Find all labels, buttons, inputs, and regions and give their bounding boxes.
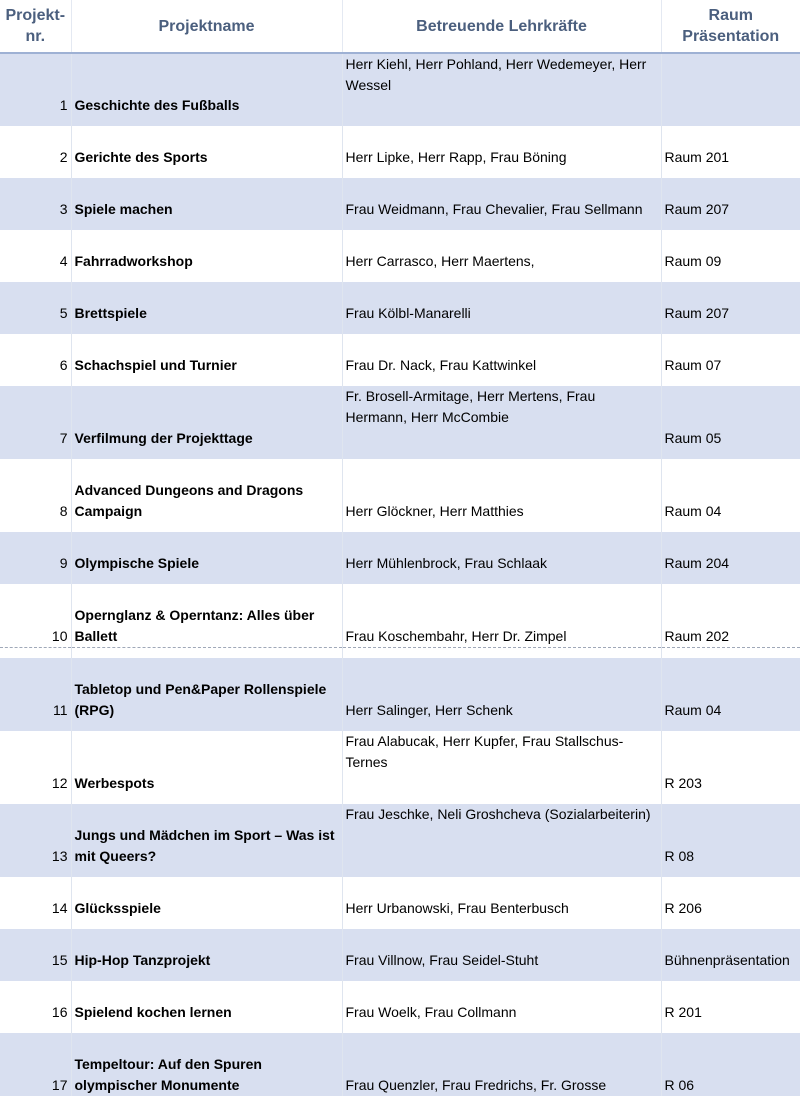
row-spacer <box>0 574 800 584</box>
spacer-cell <box>0 1023 71 1033</box>
spacer-cell <box>342 1023 661 1033</box>
project-nr: 15 <box>0 929 71 971</box>
project-name: Glücksspiele <box>71 877 342 919</box>
table-row <box>0 877 800 919</box>
project-room: Raum 204 <box>661 532 800 574</box>
project-teachers: Herr Glöckner, Herr Matthies <box>342 459 661 522</box>
project-teachers: Frau Jeschke, Neli Groshcheva (Sozialarbeiterin) <box>342 804 661 867</box>
row-spacer <box>0 449 800 459</box>
project-name: Schachspiel und Turnier <box>71 334 342 376</box>
project-teachers: Herr Salinger, Herr Schenk <box>342 658 661 721</box>
header-teachers: Betreuende Lehrkräfte <box>342 0 661 53</box>
project-teachers: Herr Urbanowski, Frau Benterbusch <box>342 877 661 919</box>
project-name: Jungs und Mädchen im Sport – Was ist mit Queers? <box>71 804 342 867</box>
project-teachers: Frau Weidmann, Frau Chevalier, Frau Sellmann <box>342 178 661 220</box>
project-room: R 203 <box>661 731 800 794</box>
table-row <box>0 386 800 449</box>
spacer-cell <box>0 794 71 804</box>
table-row <box>0 126 800 168</box>
spacer-cell <box>342 324 661 334</box>
project-name: Verfilmung der Projekttage <box>71 386 342 449</box>
table-row <box>0 532 800 574</box>
project-room: Raum 09 <box>661 230 800 272</box>
spacer-cell <box>71 116 342 126</box>
project-nr: 5 <box>0 282 71 324</box>
project-nr: 9 <box>0 532 71 574</box>
spacer-cell <box>71 647 342 658</box>
spacer-cell <box>661 919 800 929</box>
project-name: Olympische Spiele <box>71 532 342 574</box>
spacer-cell <box>661 220 800 230</box>
spacer-cell <box>0 721 71 731</box>
project-nr: 4 <box>59 253 68 269</box>
spacer-cell <box>0 522 71 532</box>
project-nr: 14 <box>51 899 68 916</box>
spacer-cell <box>342 376 661 386</box>
project-teachers: Herr Lipke, Herr Rapp, Frau Böning <box>342 126 661 168</box>
project-room: Raum 04 <box>661 658 800 721</box>
spacer-cell <box>342 574 661 584</box>
spacer-cell <box>342 721 661 731</box>
spacer-cell <box>71 867 342 877</box>
spacer-cell <box>0 376 71 386</box>
table-row <box>0 804 800 867</box>
spacer-cell <box>661 324 800 334</box>
project-nr: 12 <box>51 774 68 791</box>
project-teachers: Frau Woelk, Frau Collmann <box>342 981 661 1023</box>
spacer-cell <box>0 867 71 877</box>
spacer-cell <box>71 522 342 532</box>
spacer-cell <box>342 971 661 981</box>
spacer-cell <box>661 376 800 386</box>
table-row <box>0 1033 800 1096</box>
project-teachers: Fr. Brosell-Armitage, Herr Mertens, Frau Hermann, Herr McCombie <box>342 386 661 449</box>
row-spacer <box>0 324 800 334</box>
table-row <box>0 334 800 376</box>
spacer-cell <box>661 449 800 459</box>
spacer-cell <box>342 168 661 178</box>
table-row <box>0 230 800 272</box>
spacer-cell <box>71 971 342 981</box>
project-nr: 2 <box>59 149 68 165</box>
project-name: Tempeltour: Auf den Spuren olympischer Monumente <box>71 1033 342 1096</box>
row-spacer <box>0 867 800 877</box>
project-teachers: Frau Alabucak, Herr Kupfer, Frau Stallschus-Ternes <box>342 731 661 794</box>
project-teachers: Frau Kölbl-Manarelli <box>342 282 661 324</box>
project-teachers: Frau Quenzler, Frau Fredrichs, Fr. Grosse <box>342 1033 661 1096</box>
spacer-cell <box>661 721 800 731</box>
project-name: Brettspiele <box>71 282 342 324</box>
spacer-cell <box>342 919 661 929</box>
project-room: Raum 05 <box>661 386 800 449</box>
spacer-cell <box>661 971 800 981</box>
spacer-cell <box>661 272 800 282</box>
spacer-cell <box>342 647 661 658</box>
project-room: R 206 <box>661 877 800 919</box>
project-name: Hip-Hop Tanzprojekt <box>71 929 342 971</box>
row-spacer <box>0 721 800 731</box>
project-teachers: Herr Mühlenbrock, Frau Schlaak <box>342 532 661 574</box>
project-room: Raum 07 <box>661 334 800 376</box>
project-room: Raum 207 <box>661 178 800 220</box>
spacer-cell <box>342 220 661 230</box>
project-teachers: Frau Villnow, Frau Seidel-Stuht <box>342 929 661 971</box>
spacer-cell <box>661 867 800 877</box>
spacer-cell <box>71 272 342 282</box>
spacer-cell <box>0 919 71 929</box>
spacer-cell <box>661 794 800 804</box>
spacer-cell <box>71 574 342 584</box>
table-row <box>0 282 800 324</box>
table-row <box>0 981 800 1023</box>
project-nr: 17 <box>0 1033 71 1096</box>
project-room: Raum 201 <box>661 126 800 168</box>
project-name: Werbespots <box>71 731 342 794</box>
project-teachers: Herr Carrasco, Herr Maertens, <box>342 230 661 272</box>
project-name: Spiele machen <box>71 178 342 220</box>
project-nr: 8 <box>59 503 68 519</box>
row-spacer <box>0 794 800 804</box>
spacer-cell <box>0 647 71 658</box>
row-spacer <box>0 1023 800 1033</box>
project-room: R 201 <box>661 981 800 1023</box>
table-row <box>0 459 800 522</box>
row-spacer <box>0 919 800 929</box>
project-nr: 7 <box>0 386 71 449</box>
spacer-cell <box>661 168 800 178</box>
spacer-cell <box>71 168 342 178</box>
spacer-cell <box>661 1023 800 1033</box>
spacer-cell <box>71 449 342 459</box>
spacer-cell <box>0 168 71 178</box>
spacer-cell <box>342 449 661 459</box>
spacer-cell <box>342 867 661 877</box>
spacer-cell <box>71 324 342 334</box>
project-name: Tabletop und Pen&Paper Rollenspiele (RPG) <box>71 658 342 721</box>
project-nr: 6 <box>59 357 68 373</box>
project-nr: 1 <box>0 53 71 116</box>
spacer-cell <box>0 272 71 282</box>
spacer-cell <box>661 116 800 126</box>
header-project-name: Projektname <box>71 0 342 53</box>
spacer-cell <box>0 324 71 334</box>
spacer-cell <box>661 522 800 532</box>
spacer-cell <box>342 522 661 532</box>
project-name: Spielend kochen lernen <box>71 981 342 1023</box>
project-room: Raum 04 <box>661 459 800 522</box>
spacer-cell <box>71 1023 342 1033</box>
header-row <box>0 0 800 53</box>
project-name: Advanced Dungeons and Dragons Campaign <box>71 459 342 522</box>
project-room: Bühnenpräsentation <box>661 929 800 971</box>
spacer-cell <box>661 574 800 584</box>
project-room <box>661 53 800 116</box>
project-nr: 16 <box>51 1003 68 1020</box>
row-spacer <box>0 220 800 230</box>
project-room: R 06 <box>661 1033 800 1096</box>
table-row <box>0 731 800 794</box>
row-spacer <box>0 647 800 658</box>
table-row <box>0 929 800 971</box>
project-room: R 08 <box>661 804 800 867</box>
spacer-cell <box>661 647 800 658</box>
table-row <box>0 53 800 116</box>
project-room: Raum 207 <box>661 282 800 324</box>
project-name: Opernglanz & Operntanz: Alles über Ballett <box>71 584 342 647</box>
spacer-cell <box>0 574 71 584</box>
spacer-cell <box>0 116 71 126</box>
spacer-cell <box>71 919 342 929</box>
row-spacer <box>0 522 800 532</box>
table-body <box>0 53 800 1096</box>
project-teachers: Herr Kiehl, Herr Pohland, Herr Wedemeyer, Herr Wessel <box>342 53 661 116</box>
spacer-cell <box>71 220 342 230</box>
spacer-cell <box>0 449 71 459</box>
header-project-nr: Projekt- nr. <box>0 0 71 53</box>
project-teachers: Frau Dr. Nack, Frau Kattwinkel <box>342 334 661 376</box>
row-spacer <box>0 272 800 282</box>
project-nr: 13 <box>0 804 71 867</box>
spacer-cell <box>71 376 342 386</box>
project-nr: 11 <box>0 658 71 721</box>
project-teachers: Frau Koschembahr, Herr Dr. Zimpel <box>342 584 661 647</box>
spacer-cell <box>342 116 661 126</box>
table-row <box>0 658 800 721</box>
project-nr: 3 <box>0 178 71 220</box>
table-row <box>0 178 800 220</box>
row-spacer <box>0 116 800 126</box>
project-name: Gerichte des Sports <box>71 126 342 168</box>
project-room: Raum 202 <box>661 584 800 647</box>
spacer-cell <box>71 794 342 804</box>
header-room: Raum Präsentation <box>661 0 800 53</box>
spacer-cell <box>342 272 661 282</box>
spacer-cell <box>0 971 71 981</box>
project-name: Geschichte des Fußballs <box>71 53 342 116</box>
row-spacer <box>0 168 800 178</box>
row-spacer <box>0 971 800 981</box>
spacer-cell <box>71 721 342 731</box>
row-spacer <box>0 376 800 386</box>
spacer-cell <box>342 794 661 804</box>
project-nr: 10 <box>51 627 68 644</box>
table-row <box>0 584 800 647</box>
spacer-cell <box>0 220 71 230</box>
project-name: Fahrradworkshop <box>71 230 342 272</box>
